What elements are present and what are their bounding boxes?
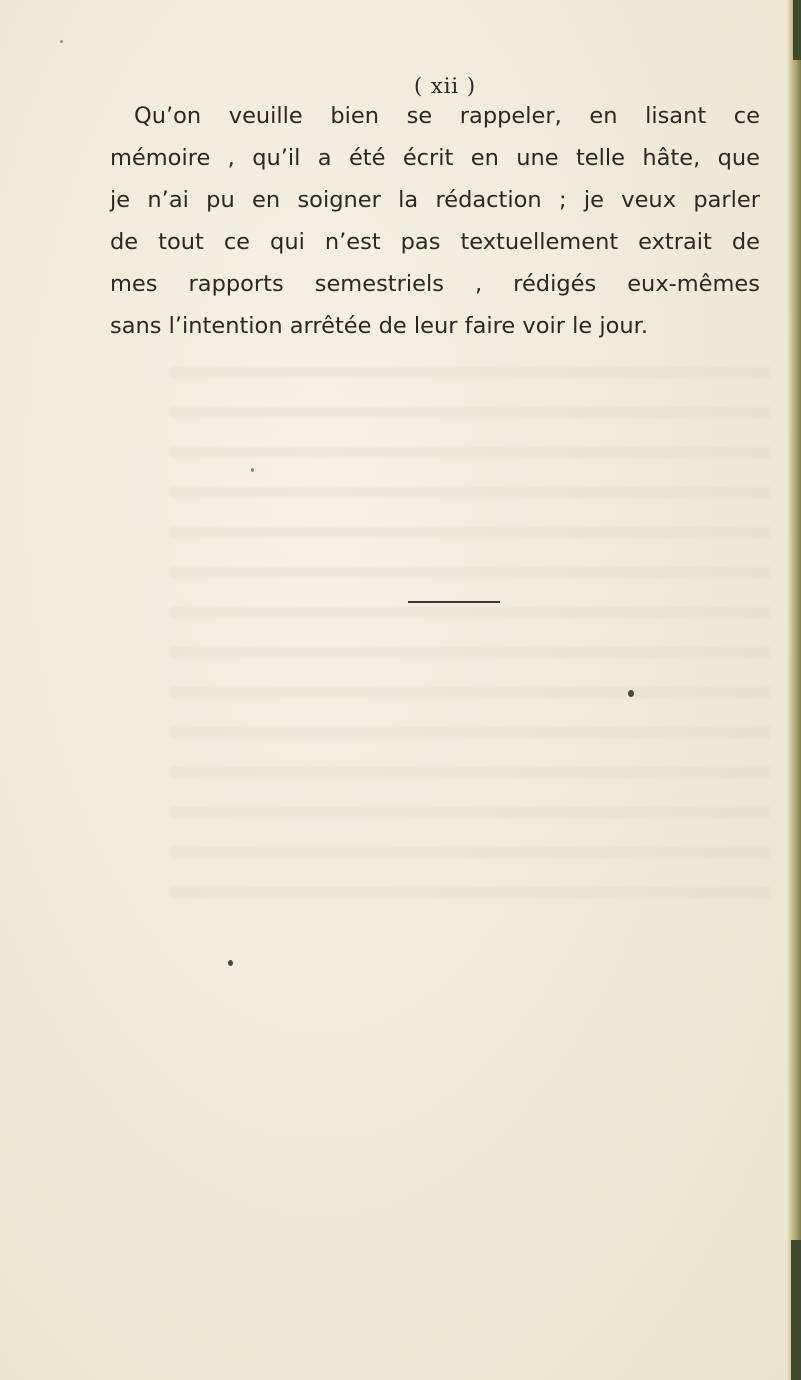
text-line: je n’ai pu en soigner la rédaction ; je veux parler: [110, 187, 760, 213]
page-number: ( xii ): [414, 74, 477, 98]
text-line: Qu’on veuille bien se rappeler, en lisant ce: [134, 103, 760, 129]
text-line: de tout ce qui n’est pas textuellement extrait de: [110, 229, 760, 255]
page-edge-shadow: [791, 1240, 801, 1380]
ink-speck: [251, 468, 254, 472]
page-edge: [787, 0, 801, 1380]
paragraph: [110, 95, 760, 347]
text-line: sans l’intention arrêtée de leur faire voir le jour.: [110, 313, 648, 339]
page-edge-shadow: [793, 0, 801, 60]
bleed-through-texture: [170, 340, 770, 900]
ink-speck: [628, 690, 634, 697]
ink-speck: [60, 40, 63, 43]
text-line: mémoire , qu’il a été écrit en une telle hâte, que: [110, 145, 760, 171]
text-line: mes rapports semestriels , rédigés eux-mêmes: [110, 271, 760, 297]
ink-speck: [228, 960, 233, 966]
section-divider: [408, 601, 500, 603]
